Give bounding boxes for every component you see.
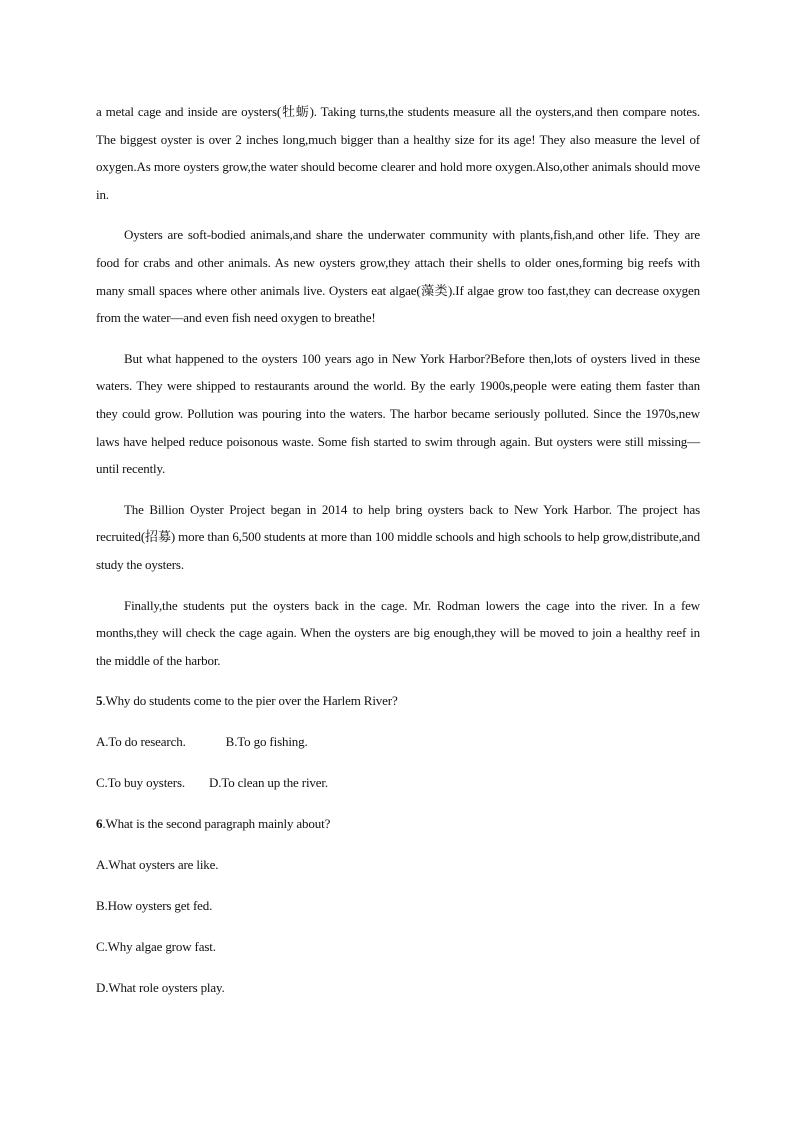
document-content [96, 98, 700, 1015]
question-6-option-a: A.What oysters are like. [96, 857, 219, 873]
question-5-option-d: D.To clean up the river. [208, 775, 328, 791]
passage-paragraph-2: Oysters are soft-bodied animals,and share the underwater community with plants,fish,and other life. They are food for crabs and other animals. As new oysters grow,they attach their shells to older ones,forming big reefs with many small spaces where other animals live. Oysters eat algae(藻类).If algae grow too fast,they can decrease oxygen from the water—and even fish need oxygen to breathe! [96, 227, 700, 326]
question-5-option-a: A.To do research. [96, 734, 186, 750]
question-6-option-d: D.What role oysters play. [96, 980, 225, 996]
question-5 [96, 687, 700, 797]
passage-paragraph-4: The Billion Oyster Project began in 2014 to help bring oysters back to New York Harbor. The project has recruited(招募) more than 6,500 students at more than 100 middle schools and high schools to help grow,distribute,and study the oysters. [96, 501, 700, 572]
question-5-text: .Why do students come to the pier over the Harlem River? [102, 693, 398, 709]
question-5-options-row-2 [96, 769, 700, 797]
question-5-number: 5 [96, 693, 103, 709]
question-5-option-c: C.To buy oysters. [96, 775, 185, 791]
question-6-stem [96, 810, 700, 838]
question-6-number: 6 [96, 816, 103, 832]
passage-paragraph-5: Finally,the students put the oysters back in the cage. Mr. Rodman lowers the cage into the river. In a few months,they will check the cage again. When the oysters are big enough,they will be moved to join a healthy reef in the middle of the harbor. [96, 597, 700, 668]
question-5-stem [96, 687, 700, 715]
question-5-options-row-1 [96, 728, 700, 756]
passage-paragraph-3: But what happened to the oysters 100 years ago in New York Harbor?Before then,lots of oysters lived in these waters. They were shipped to restaurants around the world. By the early 1900s,people were eating them faster than they could grow. Pollution was pouring into the waters. The harbor became seriously polluted. Since the 1970s,new laws have helped reduce poisonous waste. Some fish started to swim through again. But oysters were still missing—until recently. [96, 350, 700, 477]
question-6-option-c: C.Why algae grow fast. [96, 939, 216, 955]
passage-paragraph-1: a metal cage and inside are oysters(牡蛎). Taking turns,the students measure all the oysters,and then compare notes. The biggest oyster is over 2 inches long,much bigger than a healthy size for its age! They also measure the level of oxygen.As more oysters grow,the water should become clearer and hold more oxygen.Also,other animals should move in. [96, 104, 700, 202]
question-5-option-b: B.To go fishing. [225, 734, 308, 750]
question-6-option-b: B.How oysters get fed. [96, 898, 213, 914]
question-6 [96, 810, 700, 1002]
question-6-text: .What is the second paragraph mainly about? [102, 816, 331, 832]
